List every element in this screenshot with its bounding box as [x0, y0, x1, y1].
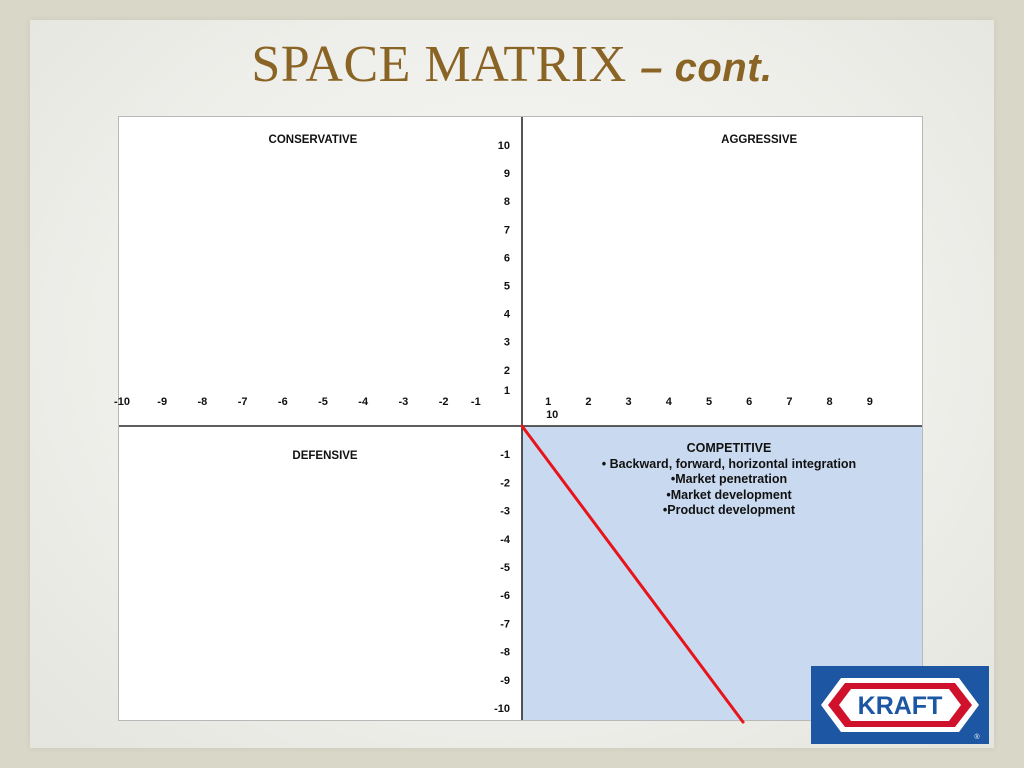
x-tick-label: -2: [438, 396, 449, 408]
y-tick-label: 6: [503, 252, 510, 265]
y-tick-label: -4: [500, 533, 510, 546]
strategy-item: •Market development: [666, 487, 792, 502]
x-tick-label: 1: [545, 396, 552, 408]
x-tick-label: -4: [358, 396, 369, 408]
x-tick-label: -7: [237, 396, 248, 408]
quadrant-label-defensive: DEFENSIVE: [292, 450, 358, 462]
y-tick-label: 10: [497, 140, 510, 152]
quadrant-label-conservative: CONSERVATIVE: [268, 134, 358, 146]
y-tick-label: -8: [500, 646, 510, 659]
chart-svg: [114, 117, 922, 720]
quadrant-label-aggressive: AGGRESSIVE: [721, 134, 798, 146]
y-tick-label: -2: [500, 477, 510, 490]
y-tick-label: 3: [503, 336, 510, 349]
x-tick-label: -8: [197, 396, 208, 408]
x-tick-label: 6: [746, 396, 753, 408]
strategy-item: • Backward, forward, horizontal integration: [601, 456, 857, 471]
y-tick-label: 2: [503, 364, 510, 377]
x-tick-label: 7: [786, 396, 793, 408]
y-tick-label: -9: [500, 674, 510, 687]
kraft-logo-icon: [811, 666, 989, 744]
x-tick-label: 2: [585, 396, 592, 408]
y-tick-label: -3: [500, 505, 510, 518]
strategy-item: •Product development: [662, 503, 796, 517]
title-main: SPACE MATRIX: [251, 36, 641, 93]
logo-registered: ®: [974, 734, 980, 741]
x-tick-label: -9: [157, 396, 168, 408]
x-tick-label: 5: [705, 396, 713, 408]
x-tick-label: -6: [277, 396, 288, 408]
strategy-item: •Market penetration: [670, 472, 788, 486]
y-tick-label: 8: [503, 196, 510, 209]
x-tick-label: 9: [866, 396, 873, 408]
slide-title: [0, 30, 1024, 103]
kraft-logo: [811, 666, 989, 744]
y-tick-label: 4: [503, 308, 510, 321]
y-tick-label: -7: [500, 618, 510, 631]
y-tick-label: 9: [503, 168, 510, 181]
competitive-strategies: [522, 441, 936, 519]
x-tick-label: 3: [625, 396, 632, 408]
x-tick-label: 10: [546, 409, 559, 421]
y-tick-label: 7: [503, 224, 510, 237]
y-tick-label: 1: [503, 384, 510, 397]
title-suffix: – cont.: [640, 46, 773, 90]
x-tick-label: -10: [114, 396, 130, 408]
y-tick-label: -5: [500, 562, 510, 574]
competitive-heading: COMPETITIVE: [686, 441, 772, 455]
logo-text: KRAFT: [857, 692, 943, 720]
x-tick-label: 8: [826, 396, 833, 408]
x-tick-label: 4: [665, 396, 672, 408]
y-tick-label: -6: [500, 590, 510, 603]
y-tick-label: 5: [503, 280, 510, 293]
x-tick-label: -5: [318, 396, 328, 408]
y-tick-label: -10: [494, 703, 510, 715]
space-matrix-chart: [114, 116, 923, 721]
x-tick-label: -3: [398, 396, 409, 408]
x-tick-label: -1: [470, 396, 481, 408]
y-tick-label: -1: [500, 449, 510, 462]
